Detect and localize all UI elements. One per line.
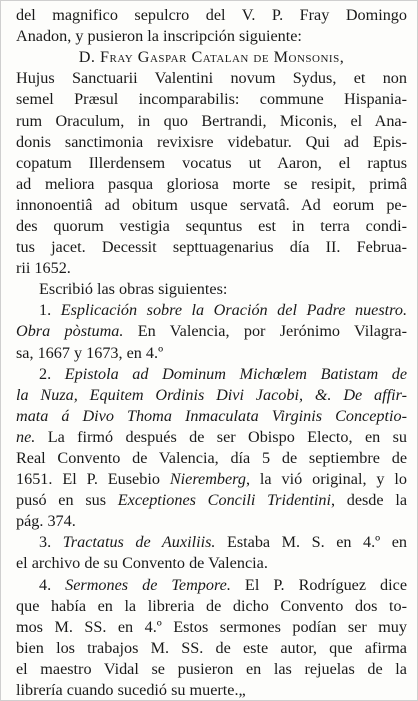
work-item-4: 4. Sermones de Tempore. El P. Rodríguez dice [39, 575, 408, 594]
text-line: pág. 374. [16, 512, 76, 531]
text-line: ad meliora pasqua gloriosa morte se resipit, primâ [16, 174, 407, 193]
text-line [16, 638, 407, 658]
text-line: 1651. El P. Eusebio Nieremberg, la vió original, y lo [16, 470, 407, 489]
text-line: mata á Divo Thoma Inmaculata Virginis Conceptio- [16, 406, 407, 425]
text-line: copatum Illerdensem vocatus ut Aaron, el raptus [16, 153, 407, 172]
text-line-content: bien los trabajos M. SS. de este autor, que afirma [16, 638, 407, 657]
text-line: rii 1652. [16, 259, 71, 278]
text-line: la Nuza, Equitem Ordinis Divi Jacobi, &. De affir- [16, 385, 407, 404]
text-line: del magnifico sepulcro del V. P. Fray Domingo [16, 6, 407, 24]
text-line [16, 659, 407, 679]
text-line: semel Præsul incomparabilis: commune Hispania- [16, 90, 407, 109]
text-line: Obra pòstuma. En Valencia, por Jerónimo Vilagra- [16, 322, 407, 341]
text-line [16, 617, 407, 637]
text-line-content: librería cuando sucedió su muerte.„ [16, 681, 246, 699]
text-line: Anadon, y pusieron la inscripción siguiente: [16, 27, 302, 46]
text-line: ne. La firmó después de ser Obispo Electo, en su [16, 427, 407, 446]
text-line: el archivo de su Convento de Valencia. [16, 554, 268, 573]
inscription-heading: D. Fray Gaspar Catalan de Monsonis, [78, 48, 345, 67]
text-line: que había en la libreria de dicho Convento dos to- [16, 596, 407, 615]
section-intro: Escribió las obras siguientes: [39, 280, 228, 299]
text-line-content: mos M. SS. en 4.º Estos sermones podían ser muy [16, 617, 407, 636]
text-line: rum Oraculum, in quo Bertrandi, Miconis, el Ana- [16, 111, 407, 130]
text-line: tus jacet. Decessit septtuagenarius día II. Februa- [16, 238, 407, 256]
text-line: Real Convento de Valencia, día 5 de septiembre de [16, 449, 407, 467]
text-line: sa, 1667 y 1673, en 4.º [16, 343, 164, 362]
work-item-2: 2. Epistola ad Dominum Michœlem Batistam de [39, 364, 408, 383]
text-line: Hujus Sanctuarii Valentini novum Sydus, et non [16, 69, 407, 88]
text-line: donis sanctimonia revixisre videbatur. Qui ad Epis- [16, 132, 407, 151]
work-item-1: 1. Esplicación sobre la Oración del Padre nuestro. [39, 301, 407, 320]
text-line: des quorum vestigia sequntus est in terra condi- [16, 216, 407, 235]
text-line: innonoentiâ ad obitum usque servatâ. Ad eorum pe- [16, 195, 407, 214]
text-line-content: el maestro Vidal se pusieron en las rejuelas de la [16, 659, 407, 678]
text-line: pusó en sus Exceptiones Concili Tridentini, desde la [16, 491, 407, 510]
text-line [16, 680, 407, 700]
work-item-3: 3. Tractatus de Auxiliis. Estaba M. S. en 4.º en [39, 533, 407, 552]
